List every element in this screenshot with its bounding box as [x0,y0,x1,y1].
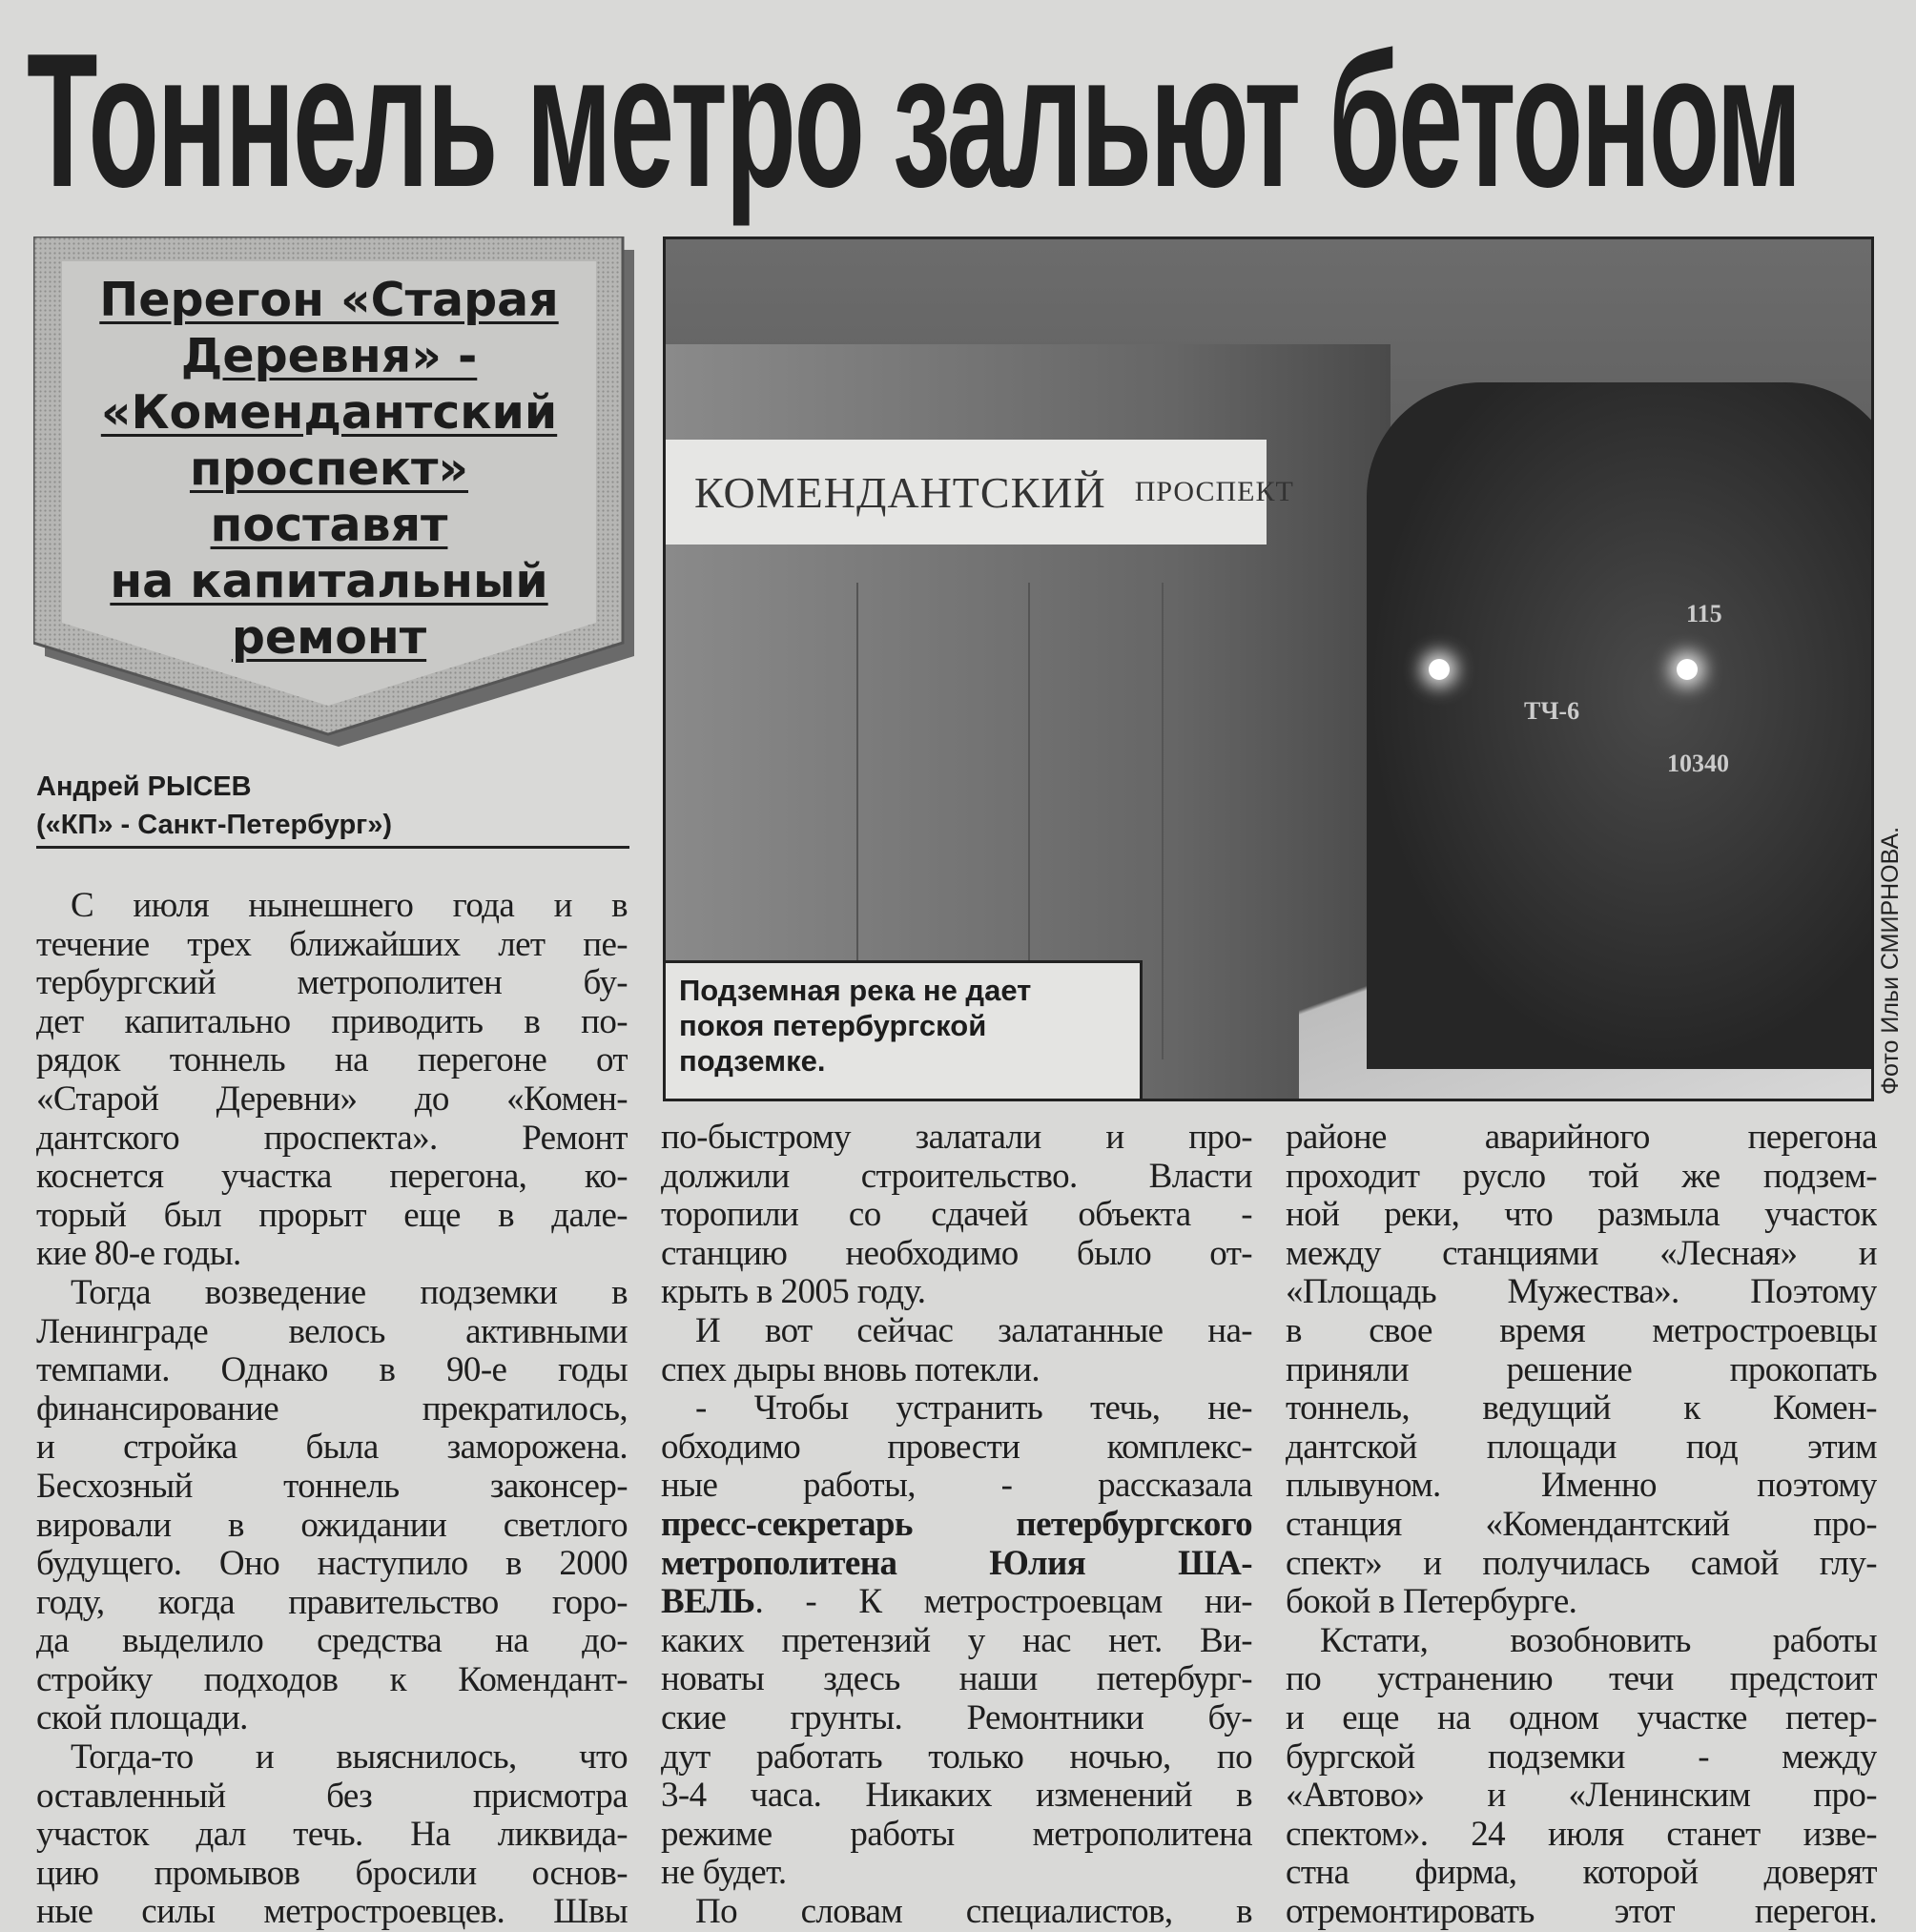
text-line [661,1158,1252,1197]
text-line [1286,1273,1877,1312]
text-line [661,1545,1252,1584]
text-line [36,1003,628,1042]
line-text: новаты здесь наши петербург- [661,1660,1252,1699]
line-text: Бесхозный тоннель законсер- [36,1467,628,1506]
text-line [1286,1119,1877,1158]
line-text: рядок тоннель на перегоне от [36,1041,628,1080]
sidebar-title-line: поставят [210,498,448,552]
sidebar-box [33,236,634,734]
text-line [1286,1660,1877,1699]
text-line [1286,1235,1877,1274]
line-text: проходит русло той же подзем- [1286,1157,1877,1196]
article-column-2 [661,1119,1252,1931]
text-line [1286,1583,1877,1622]
text-line [661,1660,1252,1699]
text-line [36,1041,628,1080]
train-depot-label: ТЧ-6 [1524,697,1580,725]
line-text: бургской подземки - между [1286,1737,1877,1777]
line-text: тербургский метрополитен бу- [36,964,628,1003]
byline [36,768,629,849]
headline [27,14,1867,227]
text-line [36,1622,628,1661]
caption-line: Подземная река не дает [679,974,1032,1007]
article-column-3 [1286,1119,1877,1931]
text-line [36,1699,628,1738]
text-line [1286,1738,1877,1778]
line-text: тоннель, ведущий к Комен- [1286,1389,1877,1428]
line-text: «Старой Деревни» до «Комен- [36,1079,628,1119]
line-text: течение трех ближайших лет пе- [36,925,628,964]
line-text: дантской площади под этим [1286,1428,1877,1467]
line-text: спектом». 24 июля станет изве- [1286,1815,1877,1854]
line-text: вировали в ожидании светлого [36,1506,628,1545]
text-line [661,1777,1252,1816]
station-sign-text-small: ПРОСПЕКТ [1134,476,1294,507]
text-line [36,887,628,926]
sidebar-title-line: ремонт [231,610,427,665]
line-text: между станциями «Лесная» и [1286,1234,1877,1273]
line-text: должили строительство. Власти [661,1157,1252,1196]
line-text: коснется участка перегона, ко- [36,1158,628,1197]
metro-train [1367,382,1874,1069]
line-text: . - К метростроевцам ни- [754,1583,1252,1622]
text-line [36,1738,628,1778]
text-line [661,1312,1252,1351]
text-line [36,964,628,1003]
headline-text: Тоннель метро зальют бетоном [27,14,1801,227]
text-line [1286,1467,1877,1506]
line-text: участок дал течь. На ликвида- [36,1816,628,1855]
line-text: - Чтобы устранить течь, не- [695,1389,1252,1428]
sidebar-title-line: проспект» [189,442,469,496]
train-route-number: 115 [1686,600,1722,627]
train-headlight [1429,659,1450,680]
line-text: дут работать только ночью, по [661,1737,1252,1777]
text-line [1286,1622,1877,1661]
line-text: в свое время метростроевцы [1286,1311,1877,1350]
line-text: По словам специалистов, в [695,1892,1252,1931]
line-text: по устранению течи предстоит [1286,1660,1877,1699]
line-text: «Автово» и «Ленинским про- [1286,1777,1877,1816]
caption-line: покоя петербургской [679,1009,987,1042]
text-line [36,1197,628,1236]
line-text: Тогда-то и выяснилось, что [71,1738,628,1778]
text-line [1286,1545,1877,1584]
sidebar-title-line: Деревня» - [180,329,478,383]
line-text: дет капитально приводить в по- [36,1002,628,1041]
text-line [36,1351,628,1390]
text-line [1286,1816,1877,1855]
train-headlight [1677,659,1698,680]
text-line [36,1080,628,1120]
station-sign [666,440,1294,545]
line-text: будущего. Оно наступило в 2000 [36,1545,628,1584]
bold-text: ВЕЛЬ [661,1583,755,1622]
text-line [36,1313,628,1352]
line-text: году, когда правительство горо- [36,1583,628,1622]
line-text: бокой в Петербурге. [1286,1583,1577,1622]
text-line [661,1506,1252,1545]
sidebar-title [72,272,587,666]
text-line [36,1893,628,1932]
text-line [36,1468,628,1507]
line-text: крыть в 2005 году. [661,1273,926,1312]
line-text: и еще на одном участке петер- [1286,1698,1877,1737]
text-line [1286,1389,1877,1428]
line-text: по-быстрому залатали и про- [661,1119,1252,1157]
text-line [1286,1777,1877,1816]
sidebar-title-line: «Комендантский [100,385,558,440]
line-text: И вот сейчас залатанные на- [695,1311,1252,1350]
line-text: Кстати, возобновить работы [1320,1621,1877,1660]
text-line [661,1389,1252,1428]
sidebar-title-line: на капитальный [110,554,548,608]
text-line [36,1274,628,1313]
line-text: кие 80-е годы. [36,1235,241,1274]
text-line [1286,1351,1877,1390]
line-text: плывуном. Именно поэтому [1286,1467,1877,1506]
line-text: 3-4 часа. Никаких изменений в [661,1777,1252,1816]
photo-caption [666,960,1143,1099]
line-text: отремонтировать этот перегон. [1286,1892,1877,1931]
text-line [1286,1312,1877,1351]
station-sign-text: КОМЕНДАНТСКИЙ [694,467,1106,517]
text-line [36,1855,628,1894]
text-line [1286,1854,1877,1893]
line-text: Ленинграде велось активными [36,1312,628,1351]
line-text: стройку подходов к Комендант- [36,1660,628,1699]
text-line [661,1622,1252,1661]
line-text: «Площадь Мужества». Поэтому [1286,1273,1877,1312]
line-text: станцию необходимо было от- [661,1234,1252,1273]
text-line [661,1119,1252,1158]
caption-line: подземке. [679,1044,826,1078]
byline-author: Андрей РЫСЕВ [36,771,252,802]
line-text: стна фирма, которой доверят [1286,1854,1877,1893]
text-line [661,1699,1252,1738]
bold-text: метрополитена Юлия ША- [661,1544,1252,1583]
text-line [1286,1506,1877,1545]
line-text: обходимо провести комплекс- [661,1428,1252,1467]
byline-outlet: («КП» - Санкт-Петербург») [36,810,393,840]
text-line [661,1893,1252,1932]
text-line [36,1778,628,1817]
line-text: спех дыры вновь потекли. [661,1350,1040,1389]
text-line [661,1854,1252,1893]
line-text: режиме работы метрополитена [661,1815,1252,1854]
sidebar-title-line: Перегон «Старая [99,273,559,327]
train-number: 10340 [1667,750,1729,777]
bold-text: пресс-секретарь петербургского [661,1505,1252,1544]
text-line [36,1158,628,1197]
text-line [36,1661,628,1700]
line-text: и стройка была заморожена. [36,1428,628,1468]
text-line [36,926,628,965]
line-text: не будет. [661,1854,787,1893]
text-line [36,1816,628,1855]
text-line [36,1235,628,1274]
text-line [661,1583,1252,1622]
text-line [1286,1428,1877,1468]
line-text: станция «Комендантский про- [1286,1505,1877,1544]
article-column-1 [36,887,628,1932]
text-line [1286,1893,1877,1932]
line-text: торый был прорыт еще в дале- [36,1196,628,1235]
text-line [661,1816,1252,1855]
line-text: районе аварийного перегона [1286,1119,1877,1157]
text-line [36,1584,628,1623]
line-text: цию промывов бросили основ- [36,1854,628,1893]
text-line [1286,1158,1877,1197]
text-line [661,1467,1252,1506]
line-text: ные силы метростроевцев. Швы [36,1893,628,1932]
text-line [661,1196,1252,1235]
line-text: ные работы, - рассказала [661,1467,1252,1506]
text-line [1286,1196,1877,1235]
line-text: ской площади. [36,1699,248,1738]
line-text: оставленный без присмотра [36,1777,628,1816]
line-text: ские грунты. Ремонтники бу- [661,1698,1252,1737]
line-text: спект» и получилась самой глу- [1286,1544,1877,1583]
text-line [1286,1699,1877,1738]
text-line [36,1507,628,1546]
line-text: дантского проспекта». Ремонт [36,1119,628,1158]
line-text: каких претензий у нас нет. Ви- [661,1621,1252,1660]
line-text: темпами. Однако в 90-е годы [36,1351,628,1390]
text-line [661,1273,1252,1312]
line-text: ной реки, что размыла участок [1286,1196,1877,1235]
line-text: С июля нынешнего года и в [71,887,628,925]
line-text: торопили со сдачей объекта - [661,1196,1252,1235]
wall-panel [1162,583,1164,1059]
text-line [661,1428,1252,1468]
metro-photo [663,236,1874,1101]
line-text: финансирование прекратилось, [36,1389,628,1428]
line-text: да выделило средства на до- [36,1622,628,1661]
photo-credit: Фото Ильи СМИРНОВА. [1877,826,1904,1095]
text-line [36,1120,628,1159]
text-line [36,1428,628,1468]
text-line [36,1545,628,1584]
text-line [36,1390,628,1429]
line-text: приняли решение прокопать [1286,1350,1877,1389]
text-line [661,1738,1252,1778]
line-text: Тогда возведение подземки в [71,1273,628,1312]
text-line [661,1351,1252,1390]
text-line [661,1235,1252,1274]
